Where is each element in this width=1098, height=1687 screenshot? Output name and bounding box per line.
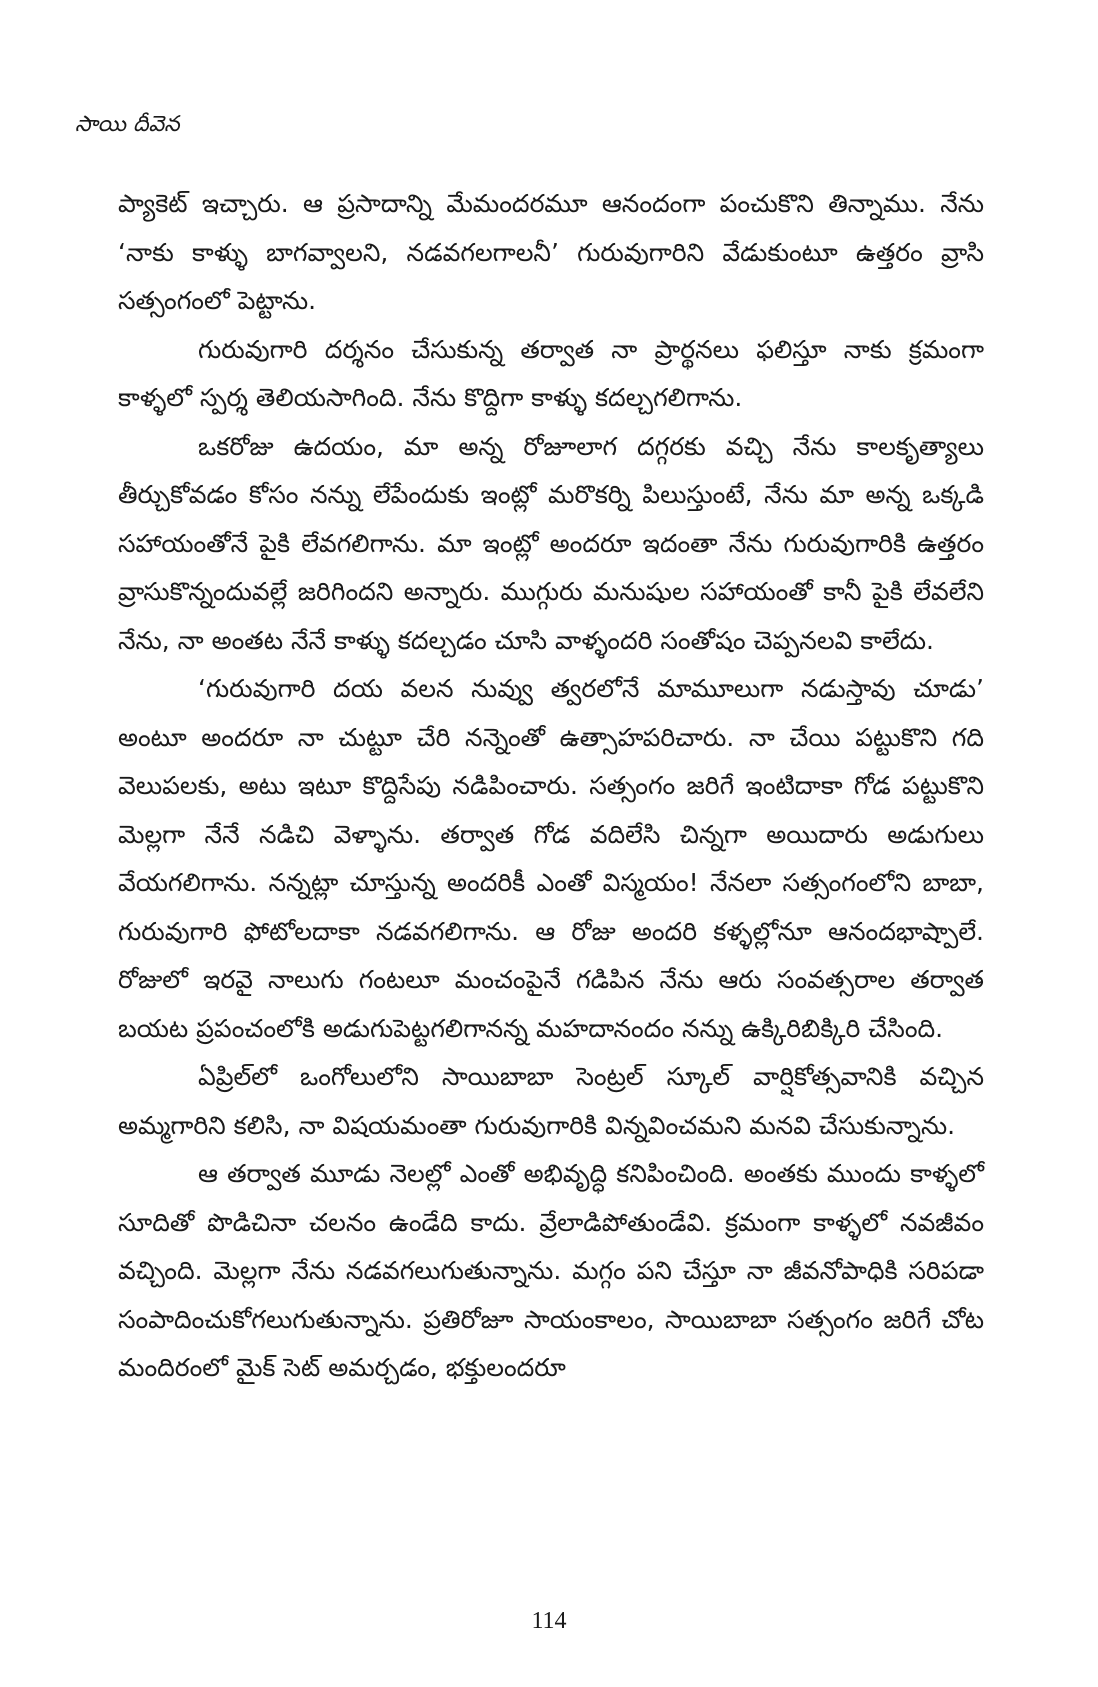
paragraph: ‘గురువుగారి దయ వలన నువ్వు త్వరలోనే మామూలుగా నడుస్తావు చూడు’ అంటూ అందరూ నా చుట్టూ చేరి నన్నెంతో ఉత్సాహపరిచారు. నా చేయి పట్టుకొని గది వెలుపలకు, అటు ఇటూ కొద్దిసేపు నడిపించారు. సత్సంగం జరిగే ఇంటిదాకా గోడ పట్టుకొని మెల్లగా నేనే నడిచి వెళ్ళాను. తర్వాత గోడ వదిలేసి చిన్నగా అయిదారు అడుగులు వేయగలిగాను. నన్నట్లా చూస్తున్న అందరికీ ఎంతో విస్మయం! నేనలా సత్సంగంలోని బాబా, గురువుగారి ఫోటోలదాకా నడవగలిగాను. ఆ రోజు అందరి కళ్ళల్లోనూ ఆనందభాష్పాలే. రోజులో ఇరవై నాలుగు గంటలూ మంచంపైనే గడిపిన నేను ఆరు సంవత్సరాల తర్వాత బయట ప్రపంచంలోకి అడుగుపెట్టగలిగానన్న మహదానందం నన్ను ఉక్కిరిబిక్కిరి చేసింది. [118, 674, 984, 1043]
paragraph: ఒకరోజు ఉదయం, మా అన్న రోజూలాగ దగ్గరకు వచ్చి నేను కాలకృత్యాలు తీర్చుకోవడం కోసం నన్ను లేపేందుకు ఇంట్లో మరొకర్ని పిలుస్తుంటే, నేను మా అన్న ఒక్కడి సహాయంతోనే పైకి లేవగలిగాను. మా ఇంట్లో అందరూ ఇదంతా నేను గురువుగారికి ఉత్తరం వ్రాసుకొన్నందువల్లే జరిగిందని అన్నారు. ముగ్గురు మనుషుల సహాయంతో కానీ పైకి లేవలేని నేను, నా అంతట నేనే కాళ్ళు కదల్చడం చూసి వాళ్ళందరి సంతోషం చెప్పనలవి కాలేదు. [118, 431, 984, 655]
paragraph: ఏప్రిల్‌లో ఒంగోలులోని సాయిబాబా సెంట్రల్ స్కూల్ వార్షికోత్సవానికి వచ్చిన అమ్మగారిని కలిసి, నా విషయమంతా గురువుగారికి విన్నవించమని మనవి చేసుకున్నాను. [118, 1062, 984, 1140]
page-number: 114 [531, 1608, 567, 1634]
paragraph-continued: ప్యాకెట్ ఇచ్చారు. ఆ ప్రసాదాన్ని మేమందరమూ ఆనందంగా పంచుకొని తిన్నాము. నేను ‘నాకు కాళ్ళు బాగవ్వాలని, నడవగలగాలనీ’ గురువుగారిని వేడుకుంటూ ఉత్తరం వ్రాసి సత్సంగంలో పెట్టాను. [118, 189, 984, 315]
body-text [118, 180, 984, 1393]
paragraph: గురువుగారి దర్శనం చేసుకున్న తర్వాత నా ప్రార్థనలు ఫలిస్తూ నాకు క్రమంగా కాళ్ళలో స్పర్శ తెలియసాగింది. నేను కొద్దిగా కాళ్ళు కదల్చగలిగాను. [118, 334, 984, 412]
running-header: సాయి దీవెన [75, 112, 180, 137]
paragraph: ఆ తర్వాత మూడు నెలల్లో ఎంతో అభివృద్ధి కనిపించింది. అంతకు ముందు కాళ్ళలో సూదితో పొడిచినా చలనం ఉండేది కాదు. వ్రేలాడిపోతుండేవి. క్రమంగా కాళ్ళలో నవజీవం వచ్చింది. మెల్లగా నేను నడవగలుగుతున్నాను. మగ్గం పని చేస్తూ నా జీవనోపాధికి సరిపడా సంపాదించుకోగలుగుతున్నాను. ప్రతిరోజూ సాయంకాలం, సాయిబాబా సత్సంగం జరిగే చోట మందిరంలో మైక్ సెట్ అమర్చడం, భక్తులందరూ [118, 1159, 984, 1382]
